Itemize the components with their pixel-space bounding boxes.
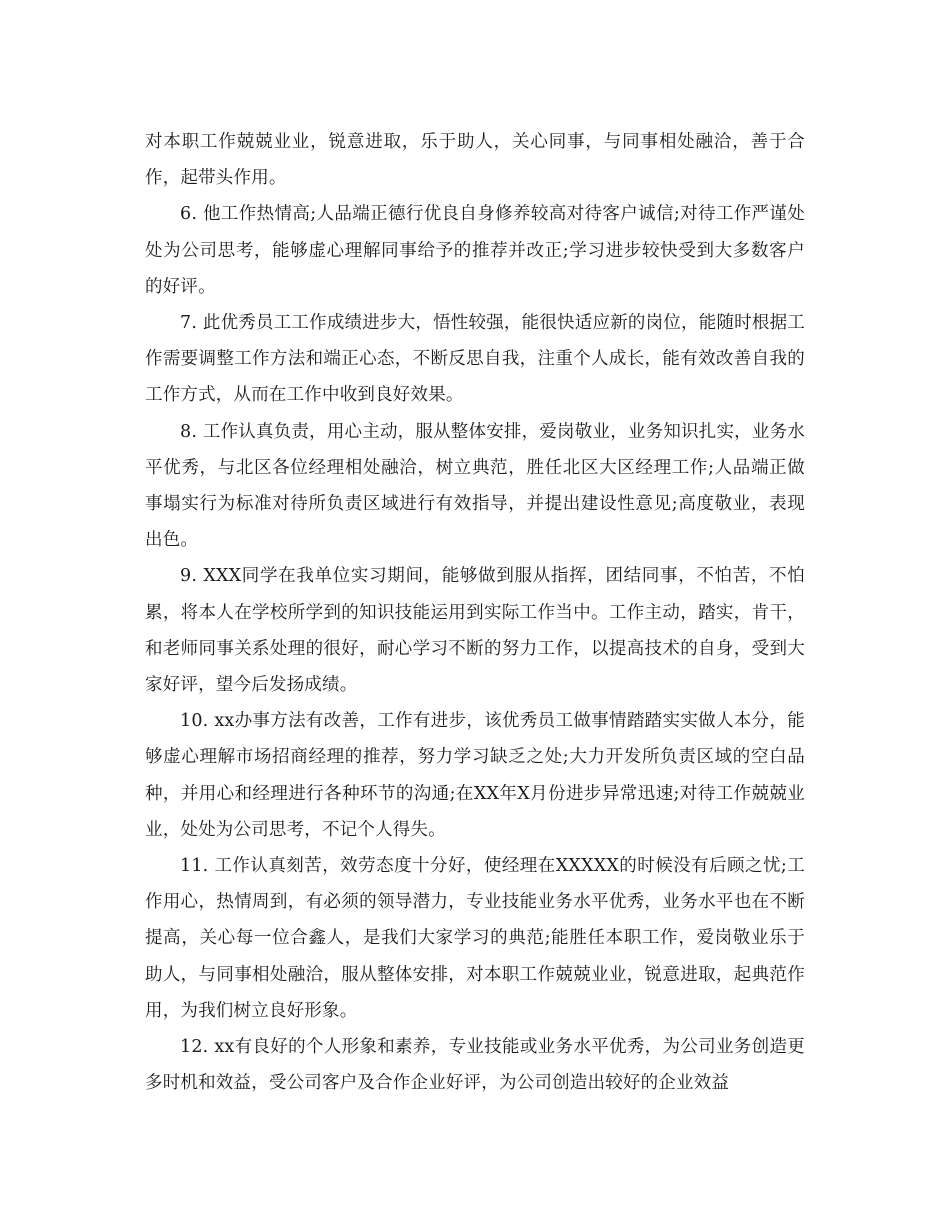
document-page bbox=[145, 124, 805, 1101]
paragraph-item-9: 9. XXX同学在我单位实习期间，能够做到服从指挥，团结同事，不怕苦，不怕累，将本人在学校所学到的知识技能运用到实际工作当中。工作主动，踏实，肯干，和老师同事关系处理的很好，耐心学习不断的努力工作，以提高技术的自身，受到大家好评，望今后发扬成绩。 bbox=[145, 566, 805, 696]
paragraph-item-6: 6. 他工作热情高;人品端正德行优良自身修养较高对待客户诚信;对待工作严谨处处为公司思考，能够虚心理解同事给予的推荐并改正;学习进步较快受到大多数客户的好评。 bbox=[145, 204, 805, 297]
paragraph-item-10: 10. xx办事方法有改善，工作有进步，该优秀员工做事情踏踏实实做人本分，能够虚心理解市场招商经理的推荐，努力学习缺乏之处;大力开发所负责区域的空白品种，并用心和经理进行各种环节的沟通;在XX年X月份进步异常迅速;对待工作兢兢业业，处处为公司思考，不记个人得失。 bbox=[145, 711, 805, 840]
paragraph-item-7: 7. 此优秀员工工作成绩进步大，悟性较强，能很快适应新的岗位，能随时根据工作需要调整工作方法和端正心态，不断反思自我，注重个人成长，能有效改善自我的工作方式，从而在工作中收到良好效果。 bbox=[145, 313, 805, 406]
paragraph-item-8: 8. 工作认真负责，用心主动，服从整体安排，爱岗敬业，业务知识扎实，业务水平优秀，与北区各位经理相处融洽，树立典范，胜任北区大区经理工作;人品端正做事塌实行为标准对待所负责区域进行有效指导，并提出建设性意见;高度敬业，表现出色。 bbox=[145, 421, 805, 551]
paragraph-continuation: 对本职工作兢兢业业，锐意进取，乐于助人，关心同事，与同事相处融洽，善于合作，起带头作用。 bbox=[145, 132, 805, 189]
paragraph-item-12: 12. xx有良好的个人形象和素养，专业技能或业务水平优秀，为公司业务创造更多时机和效益，受公司客户及合作企业好评，为公司创造出较好的企业效益 bbox=[145, 1037, 805, 1094]
paragraph-item-11: 11. 工作认真刻苦，效劳态度十分好，使经理在XXXXX的时候没有后顾之忧;工作用心，热情周到，有必须的领导潜力，专业技能业务水平优秀，业务水平也在不断提高，关心每一位合鑫人，是我们大家学习的典范;能胜任本职工作，爱岗敬业乐于助人，与同事相处融洽，服从整体安排，对本职工作兢兢业业，锐意进取，起典范作用，为我们树立良好形象。 bbox=[145, 856, 805, 1021]
